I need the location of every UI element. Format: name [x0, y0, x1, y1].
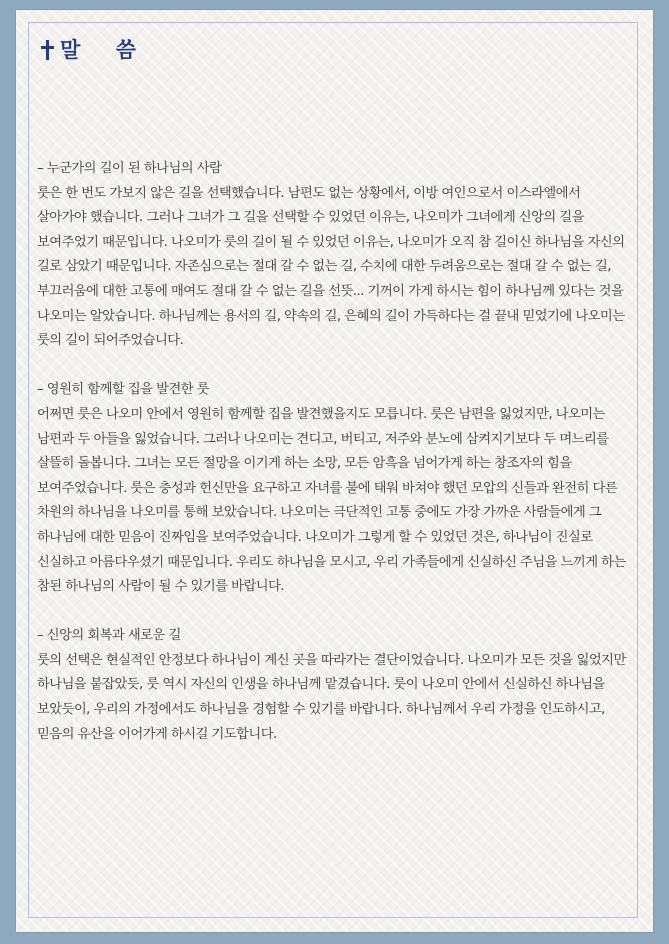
section-heading: – 신앙의 회복과 새로운 길 [37, 628, 181, 644]
sermon-content [37, 157, 633, 772]
section-3 [37, 624, 633, 747]
section-heading: – 영원히 함께할 집을 발견한 룻 [37, 382, 210, 398]
document-page [16, 10, 653, 932]
section-1 [37, 157, 633, 354]
section-heading: – 누군가의 길이 된 하나님의 사람 [37, 161, 222, 176]
section-body: 룻의 선택은 현실적인 안정보다 하나님이 계신 곳을 따라가는 결단이었습니다. 나오미가 모든 것을 잃었지만 하나님을 붙잡았듯, 룻 역시 자신의 인생을 하나님께 맡겼습니다. 룻이 나오미 안에서 신실하신 하나님을 보았듯이, 우리의 가정에서도 하나님을 경험할 수 있기를 바랍니다. 하나님께서 우리 가정을 인도하시고, 믿음의 유산을 이어가게 하시길 기도합니다. [37, 652, 626, 742]
page-title [40, 34, 137, 64]
section-body: 룻은 한 번도 가보지 않은 길을 선택했습니다. 남편도 없는 상황에서, 이방 여인으로서 이스라엘에서 살아가야 했습니다. 그러나 그녀가 그 길을 선택할 수 있었던 이유는, 나오미가 그녀에게 신앙의 길을 보여주었기 때문입니다. 나오미가 룻의 길이 될 수 있었던 이유는, 나오미가 오직 참 길이신 하나님을 자신의 길로 삼았기 때문입니다. 자존심으로는 절대 갈 수 없는 길, 수치에 대한 두려움으로는 절대 갈 수 없는 길, 부끄러움에 대한 고통에 매여도 절대 갈 수 없는 길을 선뜻... 기꺼이 가게 하시는 힘이 하나님께 있다는 것을 나오미는 알았습니다. 하나님께는 용서의 길, 약속의 길, 은혜의 길이 가득하다는 걸 끝내 믿었기에 나오미는 룻의 길이 되어주었습니다. [37, 185, 625, 349]
cross-icon [40, 38, 56, 60]
page-title-text: 말 씀 [60, 38, 137, 62]
section-2 [37, 378, 633, 599]
section-body: 어쩌면 룻은 나오미 안에서 영원히 함께할 집을 발견했을지도 모릅니다. 룻은 남편을 잃었지만, 나오미는 남편과 두 아들을 잃었습니다. 그러나 나오미는 견디고, 버티고, 저주와 분노에 삼켜지기보다 두 며느리를 살뜰히 돌봅니다. 그녀는 모든 절망을 이기게 하는 소망, 모든 암흑을 넘어가게 하는 창조자의 힘을 보여주었습니다. 룻은 충성과 헌신만을 요구하고 자녀를 불에 태워 바쳐야 했던 모압의 신들과 완전히 다른 차원의 하나님을 나오미를 통해 보았습니다. 나오미는 극단적인 고통 중에도 가장 가까운 사람들에게 그 하나님에 대한 믿음이 진짜임을 보여주었습니다. 나오미가 그렇게 할 수 있었던 것은, 하나님이 진실로 신실하고 아름다우셨기 때문입니다. 우리도 하나님을 모시고, 우리 가족들에게 신실하신 주님을 느끼게 하는 참된 하나님의 사람이 될 수 있기를 바랍니다. [37, 406, 626, 595]
